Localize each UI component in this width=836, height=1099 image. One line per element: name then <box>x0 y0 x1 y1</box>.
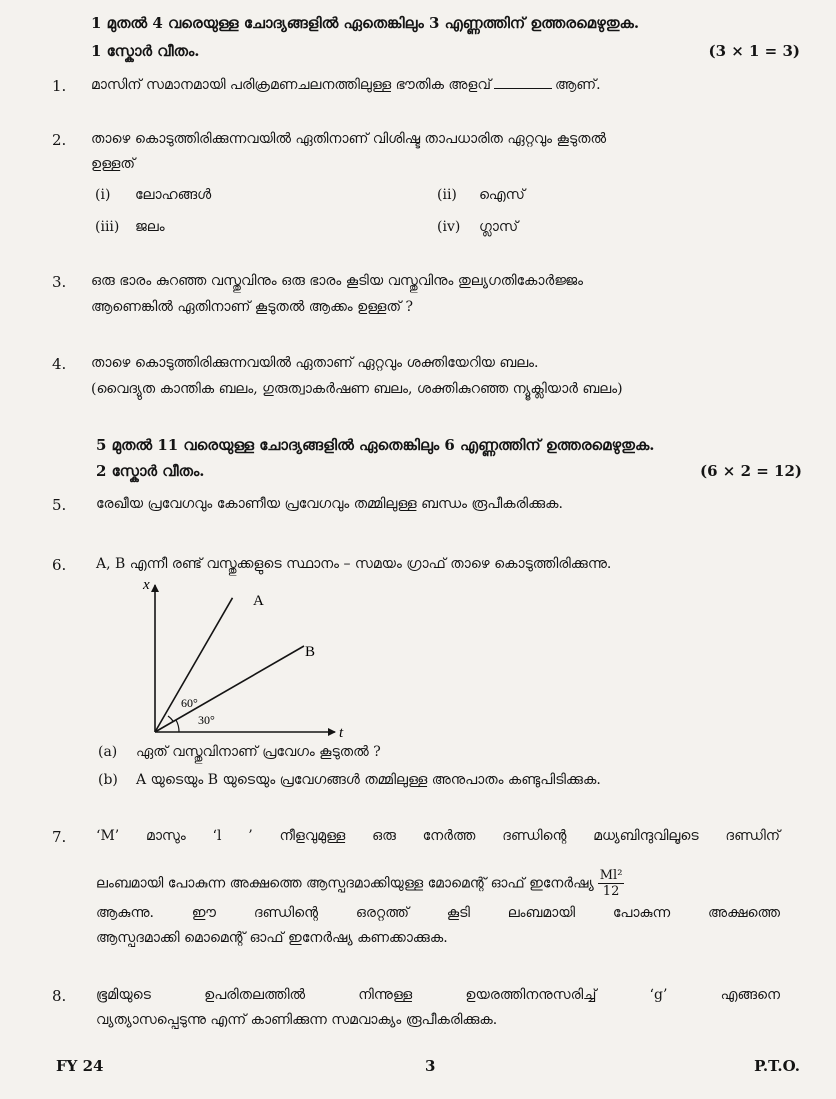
q3-line1: ഒരു ഭാരം കുറഞ്ഞ വസ്തുവിനും ഒരു ഭാരം കൂടിയ വസ്തുവിനും തുല്യഗതികോർജ്ജം <box>91 273 584 289</box>
q6-sub-b-text: A യുടെയും B യുടെയും പ്രവേഗങ്ങൾ തമ്മിലുള്ള അനുപാതം കണ്ടുപിടിക്കുക. <box>136 772 601 788</box>
angle-arc-b <box>176 720 179 732</box>
angle-arc-a <box>168 716 173 721</box>
q4-line2: (വൈദ്യുത കാന്തിക ബലം, ഗുരുത്വാകർഷണ ബലം, ശക്തികുറഞ്ഞ ന്യൂക്ലിയാർ ബലം) <box>91 381 623 397</box>
q8-number: 8. <box>52 987 67 1005</box>
q2-line1: താഴെ കൊടുത്തിരിക്കുന്നവയിൽ ഏതിനാണ് വിശിഷ്ട താപധാരിത ഏറ്റവും കൂടുതൽ <box>91 131 607 147</box>
inertia-fraction-numerator: Ml² <box>599 868 623 883</box>
q7-line2-text: ലംബമായി പോകുന്ന അക്ഷത്തെ ആസ്പദമാക്കിയുള്ള മോമെന്റ് ഓഫ് ഇനേർഷ്യ <box>96 875 594 892</box>
section2-marks: (6 × 2 = 12) <box>700 462 802 480</box>
q2-option-iv <box>437 219 518 235</box>
line-b <box>155 646 304 732</box>
q6-sub-a-text: ഏത് വസ്തുവിനാണ് പ്രവേഗം കൂടുതൽ ? <box>136 744 381 760</box>
q2-option-iii-label: (iii) <box>95 219 120 235</box>
q2-option-ii-text: ഐസ് <box>479 187 525 203</box>
q2-option-ii <box>437 187 525 203</box>
q6-sub-b <box>98 772 601 788</box>
q2-option-iii <box>95 219 165 235</box>
angle-b-label: 30° <box>198 713 215 727</box>
q1-blank <box>494 76 552 89</box>
q4-line1: താഴെ കൊടുത്തിരിക്കുന്നവയിൽ ഏതാണ് ഏറ്റവും ശക്തിയേറിയ ബലം. <box>91 355 539 371</box>
page-number: 3 <box>425 1057 436 1075</box>
t-axis-label: t <box>339 725 344 741</box>
q6-sub-a-label: (a) <box>98 744 118 760</box>
q2-option-i-label: (i) <box>95 187 111 203</box>
q8-line1: ഭൂമിയുടെ ഉപരിതലത്തിൽ നിന്നുള്ള ഉയരത്തിനനുസരിച്ച് ‘g’ എങ്ങനെ <box>96 987 780 1003</box>
inertia-fraction-denominator: 12 <box>602 884 620 899</box>
q1-text-after: ആണ്. <box>555 77 601 93</box>
q2-option-iv-text: ഗ്ലാസ് <box>479 219 519 235</box>
q2-option-i <box>95 187 211 203</box>
q3-number: 3. <box>52 273 67 291</box>
q6-sub-a <box>98 744 381 760</box>
section1-score-note: 1 സ്കോർ വീതം. <box>91 42 200 60</box>
section1-marks: (3 × 1 = 3) <box>708 42 800 60</box>
x-axis-label: x <box>143 577 150 593</box>
q7-line3: ആകുന്നു. ഈ ദണ്ഡിന്റെ ഒരറ്റത്ത് കൂടി ലംബമായി പോകുന്ന അക്ഷത്തെ <box>96 905 780 921</box>
q7-number: 7. <box>52 828 67 846</box>
q8-line2: വ്യത്യാസപ്പെടുന്നു എന്ന് കാണിക്കുന്ന സമവാക്യം രൂപീകരിക്കുക. <box>96 1012 498 1028</box>
q2-option-iii-text: ജലം <box>135 219 165 235</box>
q2-number: 2. <box>52 131 67 149</box>
line-a <box>155 598 233 732</box>
q4-number: 4. <box>52 355 67 373</box>
inertia-fraction <box>598 868 625 899</box>
angle-a-label: 60° <box>181 696 198 710</box>
q2-option-iv-label: (iv) <box>437 219 461 235</box>
q7-line4: ആസ്പദമാക്കി മൊമെന്റ് ഓഫ് ഇനേർഷ്യ കണക്കാക്കുക. <box>96 930 448 946</box>
q1-text-before: മാസിന് സമാനമായി പരിക്രമണചലനത്തിലുള്ള ഭൗതിക അളവ് <box>91 77 491 93</box>
q3-line2: ആണെങ്കിൽ ഏതിനാണ് കൂടുതൽ ആക്കം ഉള്ളത് ? <box>91 299 414 315</box>
section2-score-note: 2 സ്കോർ വീതം. <box>96 462 205 480</box>
section1-instruction: 1 മുതൽ 4 വരെയുള്ള ചോദ്യങ്ങളിൽ ഏതെങ്കിലും 3 എണ്ണത്തിന് ഉത്തരമെഴുതുക. <box>91 14 640 32</box>
pto-note: P.T.O. <box>754 1057 800 1075</box>
line-a-label: A <box>253 593 264 609</box>
q7-line1: ‘M’ മാസും ‘l ’ നീളവുമുള്ള ഒരു നേർത്ത ദണ്ഡിന്റെ മധ്യബിന്ദുവിലൂടെ ദണ്ഡിന് <box>96 828 780 844</box>
q1-text <box>91 75 601 95</box>
q2-option-i-text: ലോഹങ്ങൾ <box>135 187 212 203</box>
section2-instruction: 5 മുതൽ 11 വരെയുള്ള ചോദ്യങ്ങളിൽ ഏതെങ്കിലും 6 എണ്ണത്തിന് ഉത്തരമെഴുതുക. <box>96 436 655 454</box>
position-time-graph <box>135 575 350 745</box>
line-b-label: B <box>305 644 316 660</box>
q6-sub-b-label: (b) <box>98 772 118 788</box>
q1-number: 1. <box>52 77 67 95</box>
q2-line2: ഉള്ളത് <box>91 156 136 172</box>
q7-line2 <box>96 868 624 899</box>
q2-option-ii-label: (ii) <box>437 187 457 203</box>
paper-code: FY 24 <box>56 1057 104 1075</box>
q5-number: 5. <box>52 496 67 514</box>
q6-text: A, B എന്നീ രണ്ട് വസ്തുക്കളുടെ സ്ഥാനം – സമയം ഗ്രാഫ് താഴെ കൊടുത്തിരിക്കുന്നു. <box>96 556 612 572</box>
q6-number: 6. <box>52 556 67 574</box>
q5-text: രേഖീയ പ്രവേഗവും കോണീയ പ്രവേഗവും തമ്മിലുള്ള ബന്ധം രൂപീകരിക്കുക. <box>96 496 563 512</box>
